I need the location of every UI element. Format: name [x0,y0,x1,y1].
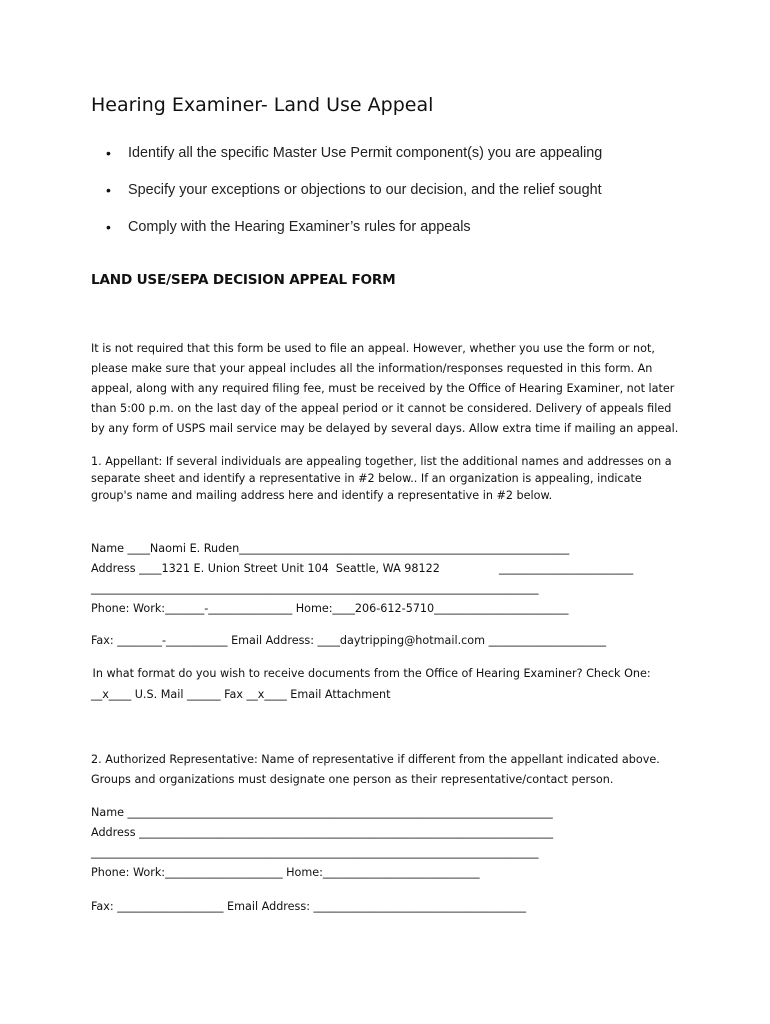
appellant-address-line2-field[interactable]: ________________________________________________________________________________ [91,582,539,595]
paragraph-line: than 5:00 p.m. on the last day of the appeal period or it cannot be considered. Delivery of appeals filed [91,402,672,415]
representative-name-field[interactable]: Name ____________________________________________________________________________ [91,806,553,819]
appellant-address-blank[interactable]: ________________________ [499,562,634,575]
list-item-text: Specify your exceptions or objections to our decision, and the relief sought [128,182,602,198]
paragraph-line: It is not required that this form be used to file an appeal. However, whether you use the form or not, [91,342,655,355]
section-text: group's name and mailing address here and identify a representative in #2 below. [91,489,553,502]
representative-address-field[interactable]: Address __________________________________________________________________________ [91,826,554,839]
section-text: 2. Authorized Representative: Name of representative if different from the appellant indicated above. [91,753,660,766]
appellant-fax-email-field[interactable]: Fax: ________-___________ Email Address: ____daytripping@hotmail.com _____________________ [91,634,607,647]
representative-fax-email-field[interactable]: Fax: ___________________ Email Address: ______________________________________ [91,900,527,913]
representative-address-line2-field[interactable]: ________________________________________________________________________________ [91,846,539,859]
section-text: Groups and organizations must designate one person as their representative/contact person. [91,773,614,786]
paragraph-line: by any form of USPS mail service may be delayed by several days. Allow extra time if mailing an appeal. [91,422,679,435]
section-text: separate sheet and identify a representative in #2 below.. If an organization is appealing, indicate [91,472,642,485]
bullet-icon: • [106,182,111,198]
paragraph-line: please make sure that your appeal includes all the information/responses requested in this form. An [91,362,653,375]
list-item-text: Comply with the Hearing Examiner’s rules for appeals [128,219,471,235]
appellant-name-field[interactable]: Name ____Naomi E. Ruden___________________________________________________________ [91,542,570,555]
list-item-text: Identify all the specific Master Use Permit component(s) you are appealing [128,145,603,161]
page-title: Hearing Examiner- Land Use Appeal [91,94,434,116]
bullet-icon: • [106,145,111,161]
format-question: In what format do you wish to receive documents from the Office of Hearing Examiner? Check One: [89,667,651,680]
section-text: 1. Appellant: If several individuals are appealing together, list the additional names and addresses on a [91,455,672,468]
representative-phone-field[interactable]: Phone: Work:_____________________ Home:____________________________ [91,866,480,879]
appellant-address-field[interactable]: Address ____1321 E. Union Street Unit 104 Seattle, WA 98122 [91,562,440,575]
format-choices[interactable]: __x____ U.S. Mail ______ Fax __x____ Email Attachment [91,688,391,701]
bullet-icon: • [106,219,111,235]
paragraph-line: appeal, along with any required filing fee, must be received by the Office of Hearing Examiner, not later [91,382,675,395]
form-heading: LAND USE/SEPA DECISION APPEAL FORM [91,272,396,288]
appellant-phone-field[interactable]: Phone: Work:_______-_______________ Home:____206-612-5710________________________ [91,602,569,615]
